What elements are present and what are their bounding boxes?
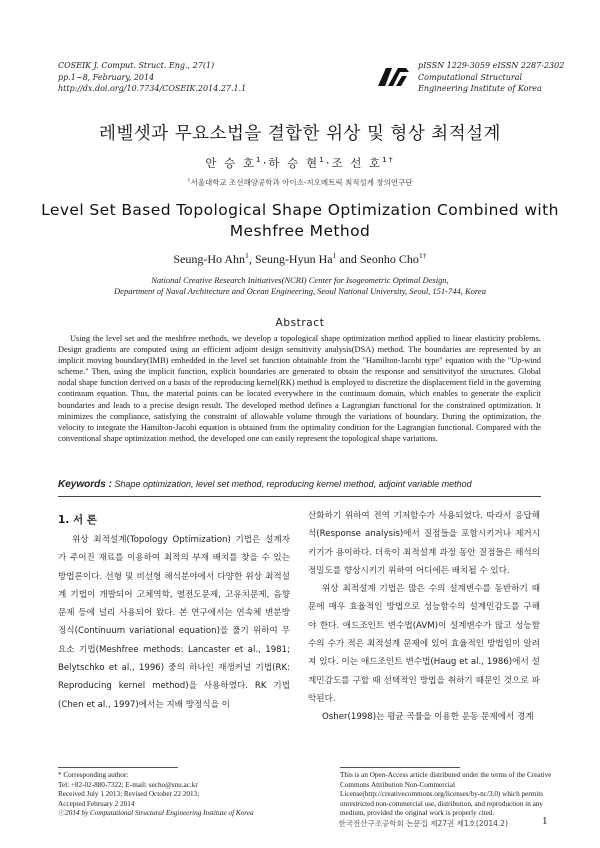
footnote-divider-left (58, 767, 178, 768)
footnote-left (58, 771, 298, 819)
publisher-line-1: Computational Structural (418, 72, 523, 82)
keywords-line (58, 479, 541, 490)
author-ko-3-mark: 1† (382, 155, 395, 165)
author-ko-2: ·하 승 현 (262, 156, 320, 170)
author-en-2-mark: 1 (332, 251, 337, 260)
issn-line: pISSN 1229-3059 eISSN 2287-2302 (418, 61, 565, 70)
author-en-2: , Seung-Hyun Ha (248, 252, 333, 266)
affiliation-ko-mark: 1 (187, 177, 191, 184)
doi-link[interactable]: http://dx.doi.org/10.7734/COSEIK.2014.27.1.1 (58, 84, 247, 93)
author-en-3: and Seonho Cho (336, 252, 419, 266)
license-notice: This is an Open-Access article distributed under the terms of the Creative Commons Attribution Non-Commercial License(http://creativecommons.org/licenses/by-nc/3.0) which permits unrestricted non-commercial use, distribution, and reproduction in any medium, provided the original work is properly cited. (340, 771, 552, 818)
affiliation-en-line-1: National Creative Research Initiatives(NCRI) Center for Isogeometric Optimal Design, (151, 275, 449, 285)
body-paragraph: Osher(1998)는 평균 곡률을 이용한 운동 문제에서 경계 (322, 712, 534, 723)
body-column-left (58, 531, 290, 714)
affiliation-english (40, 275, 560, 297)
section-heading-intro: 1. 서 론 (58, 514, 97, 526)
body-paragraph: 위상 최적설계 기법은 많은 수의 설계변수를 동반하기 때문에 매우 효율적인 방법으로 성능함수의 설계민감도를 구해야 한다. 애드조인트 변수법(AVM)이 설계변수가 많고 성능함수의 수가 적은 최적설계 문제에 있어 효율적인 방법임이 알려져 있다. 이는 애드조인트 변수법(Haug et al., 1986)에서 설계민감도를 구할 때 선택적인 방법을 취하기 때문인 것으로 파악된다. (308, 584, 540, 704)
author-en-1-mark: 1 (245, 251, 249, 260)
journal-pages: pp.1~8, February, 2014 (58, 72, 155, 82)
author-ko-1: 안 승 호 (205, 156, 256, 170)
body-paragraph: 산화하기 위하여 전역 기저함수가 사용되었다. 따라서 응답해석(Response analysis)에서 질점들을 포함시키거나 제거시키기가 용이하다. 더욱이 최적설계 과정 동안 질점들은 해석의 정밀도를 향상시키기 위하여 어디에든 배치될 수 있다. (308, 511, 540, 576)
contact-info: Tel: +82-02-880-7322; E-mail: secho@snu.ac.kr (58, 780, 198, 789)
title-korean: 레벨셋과 무요소법을 결합한 위상 및 형상 최적설계 (99, 124, 501, 144)
copyright-notice: ⓒ2014 by Computational Structural Engineering Institute of Korea (58, 809, 254, 818)
affiliation-en-line-2: Department of Naval Architecture and Ocean Engineering, Seoul National University, Seoul, 151-744, Korea (114, 286, 486, 296)
author-ko-2-mark: 1 (319, 155, 326, 165)
accepted-date: Accepted February 2 2014 (58, 799, 135, 808)
title-english: Level Set Based Topological Shape Optimization Combined with Meshfree Method (41, 201, 559, 240)
body-column-right (308, 507, 540, 727)
authors-korean (0, 155, 600, 171)
society-logo-icon (376, 64, 410, 88)
journal-footer: 한국전산구조공학회 논문집 제27권 제1호(2014.2) (338, 819, 508, 828)
received-dates: Received July 1 2013; Revised October 22 2013; (58, 790, 200, 799)
abstract-body: Using the level set and the meshfree methods, we develop a topological shape optimization method applied to linear elasticity problems. Design gradients are computed using an efficient adjoint design sensitivity analysis(DSA) method. The boundaries are represented by an implicit moving boundary(IMB) embedded in the level set function obtainable from the "Hamilton-Jacobi type" equation with the "Up-wind scheme." Then, using the implicit function, explicit boundaries are generated to obtain the response and sensitivityof the structures. Global nodal shape function derived on a basis of the reproducing kernel(RK) method is employed to discretize the displacement field in the governing continuum equation. Thus, the material points can be located everywhere in the continuum domain, which enables to generate the explicit boundaries and leads to a precise design result. The developed method defines a Lagrangian functional for the constrained optimization. It minimizes the compliance, satisfying the constraint of allowable volume through the variations of boundary. During the optimization, the velocity to integrate the Hamilton-Jacobi equation is obtained from the optimality condition for the Lagrangian functional. Compared with the conventional shape optimization method, the developed one can easily represent the topological shape variations. (58, 334, 541, 443)
author-ko-1-mark: 1 (256, 155, 263, 165)
affiliation-ko-text: 서울대학교 조선해양공학과 아이소-지오메트릭 최적설계 창의연구단 (190, 178, 413, 187)
journal-citation: COSEIK J. Comput. Struct. Eng., 27(1) (58, 61, 215, 70)
corresponding-author: * Corresponding author: (58, 771, 129, 779)
abstract-heading: Abstract (275, 317, 325, 329)
body-paragraph: 위상 최적설계(Topology Optimization) 기법은 설계자가 주어진 재료를 이용하여 최적의 부재 배치를 찾을 수 있는 방법론이다. 선형 및 비선형 해석분야에서 다양한 위상 최적설계 기법이 개발되어 고체역학, 열전도문제, 고유치문제, 음향문제 등에 널리 사용되어 왔다. 본 연구에서는 연속체 변분방정식(Continuum variational equation)을 풀기 위하여 무요소 기법(Meshfree methods: Lancaster et al., 1981; Belytschko et al., 1996) 중의 하나인 재생커널 기법(RK: Reproducing kernel method)을 사용하였다. RK 기법(Chen et al., 1997)에서는 지배 방정식을 이 (58, 535, 290, 710)
author-en-1: Seung-Ho Ahn (173, 252, 246, 266)
page-number: 1 (542, 815, 548, 827)
publisher-line-2: Engineering Institute of Korea (418, 84, 542, 93)
footnote-divider-right (340, 767, 460, 768)
keywords-divider (58, 496, 541, 497)
author-en-3-mark: 1† (418, 251, 427, 260)
journal-header-left (58, 60, 246, 95)
authors-english (0, 252, 600, 267)
journal-header-right (418, 60, 564, 95)
keywords-label: Keywords : (58, 479, 112, 490)
author-ko-3: ·조 선 호 (325, 156, 383, 170)
keywords-text: Shape optimization, level set method, reproducing kernel method, adjoint variable method (114, 479, 472, 489)
affiliation-korean (0, 177, 600, 188)
